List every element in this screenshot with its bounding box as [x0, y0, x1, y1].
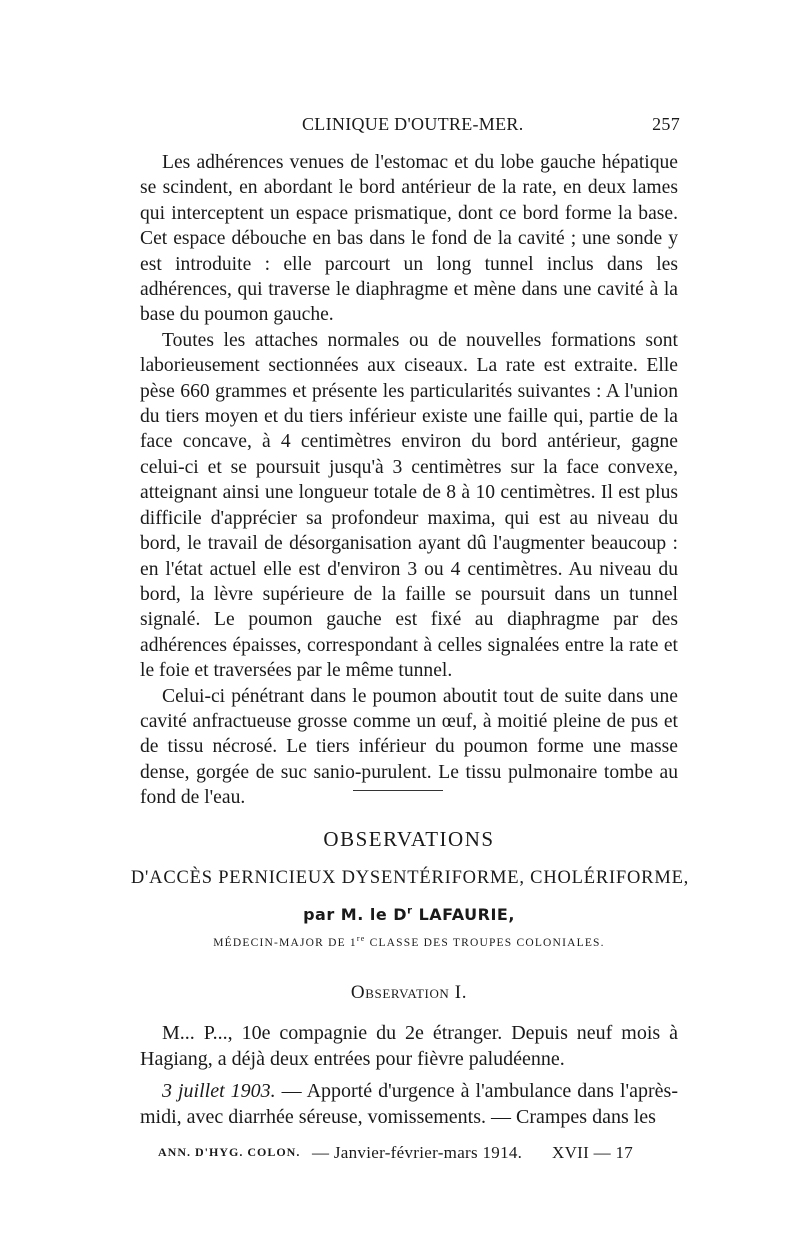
observation-entry — [140, 1078, 678, 1130]
rank-sup: re — [356, 934, 366, 943]
rank-before: MÉDECIN-MAJOR DE 1 — [213, 936, 357, 949]
author-prefix: par M. le D — [303, 905, 408, 924]
paragraph: M... P..., 10e compagnie du 2e étranger. Depuis neuf mois à Hagiang, a déjà deux entrées pour fièvre paludéenne. — [140, 1022, 678, 1070]
section-subtitle: D'ACCÈS PERNICIEUX DYSENTÉRIFORME, CHOLÉRIFORME, — [130, 868, 690, 888]
paragraph — [140, 1078, 678, 1130]
observation-intro — [140, 1020, 678, 1072]
entry-date: 3 juillet 1903. — [162, 1080, 276, 1102]
rank-after: CLASSE DES TROUPES COLONIALES. — [365, 936, 605, 949]
paragraph: Toutes les attaches normales ou de nouvelles formations sont laborieusement sectionnées aux ciseaux. La rate est extraite. Elle pèse 660 grammes et présente les particularités suivantes : A l'union du tiers moyen et du tiers inférieur existe une faille qui, partie de la face concave, à 4 centimètres environ du bord antérieur, gagne celui-ci et se poursuit jusqu'à 3 centimètres sur la face convexe, atteignant ainsi une longueur totale de 8 à 10 centimètres. Il est plus difficile d'apprécier sa profondeur maxima, qui est au niveau du bord, le travail de désorganisation ayant dû l'augmenter beaucoup : en l'état actuel elle est d'environ 3 ou 4 centimètres. Au niveau du bord, la lèvre supérieure de la faille se poursuit dans un tunnel signalé. Le poumon gauche est fixé au diaphragme par des adhérences épaisses, correspondant à celles signalées entre la rate et le foie et traversées par le même tunnel. — [140, 329, 678, 682]
section-divider — [353, 790, 443, 791]
body-text — [140, 150, 678, 811]
section-title: OBSERVATIONS — [323, 827, 495, 851]
paragraph: Les adhérences venues de l'estomac et du lobe gauche hépatique se scindent, en abordant le bord antérieur de la rate, en deux lames qui interceptent un espace prismatique, dont ce bord forme la base. Cet espace débouche en bas dans le fond de la cavité ; une sonde y est introduite : elle parcourt un long tunnel inclus dans les adhérences, qui traverse le diaphragme et mène dans une cavité à la base du poumon gauche. — [140, 152, 678, 326]
author-sup: r — [407, 905, 413, 917]
author-line — [140, 905, 678, 924]
printer-signature: XVII — 17 — [552, 1143, 634, 1162]
page-number: 257 — [652, 114, 680, 134]
author-name: LAFAURIE, — [412, 905, 515, 924]
observation-heading: Observation I. — [350, 982, 468, 1003]
running-title: CLINIQUE D'OUTRE-MER. — [302, 114, 524, 134]
author-rank — [140, 934, 678, 949]
entry-text: — Apporté d'urgence à l'ambulance dans l'après-midi, avec diarrhée séreuse, vomissements. — Crampes dans les — [140, 1080, 678, 1128]
paragraph: Celui-ci pénétrant dans le poumon aboutit tout de suite dans une cavité anfractueuse grosse comme un œuf, à moitié pleine de pus et de tissu nécrosé. Le tiers inférieur du poumon forme une masse dense, gorgée de suc sanio-purulent. Le tissu pulmonaire tombe au fond de l'eau. — [140, 685, 678, 809]
page-header — [140, 114, 680, 140]
journal-abbrev: ANN. D'HYG. COLON. — [158, 1145, 301, 1159]
journal-issue: — Janvier-février-mars 1914. — [312, 1143, 523, 1162]
